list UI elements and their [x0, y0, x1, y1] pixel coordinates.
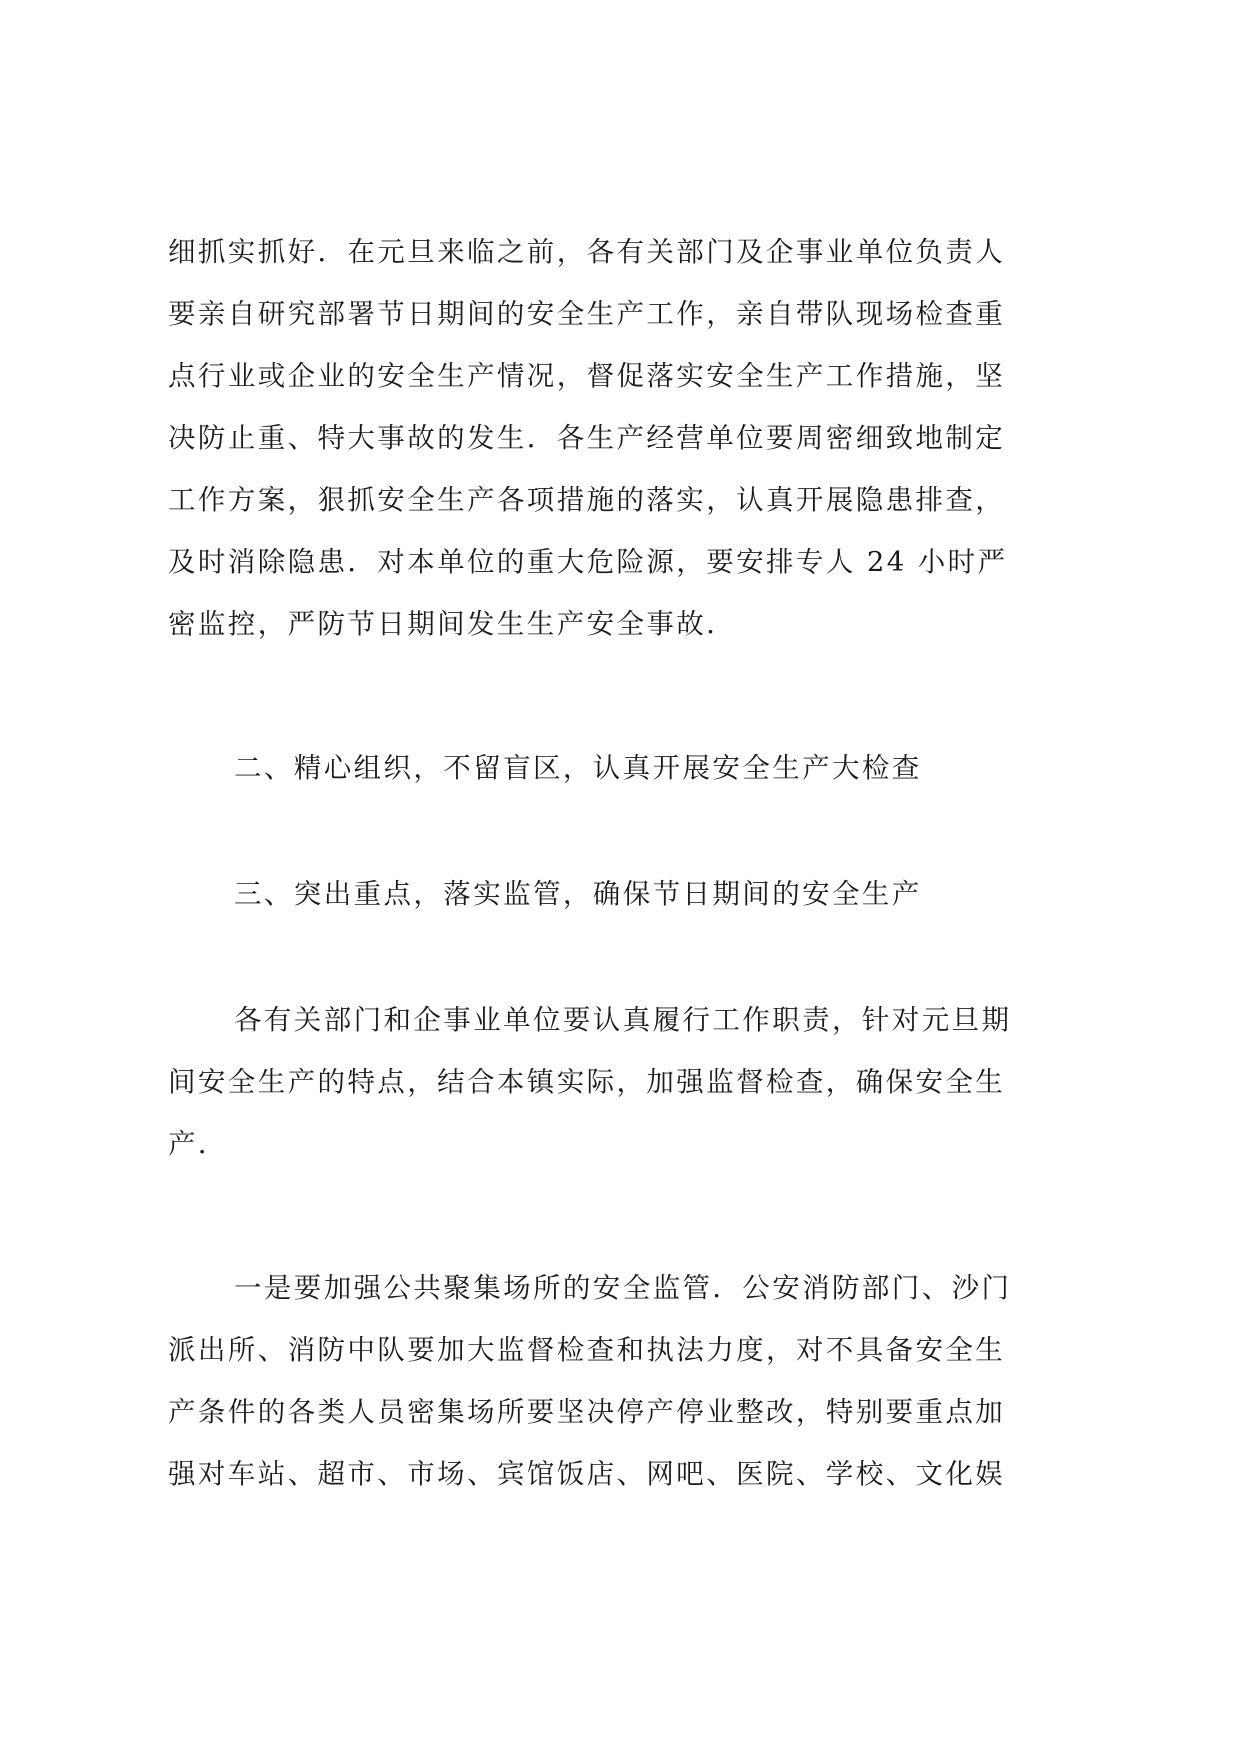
- paragraph-3-line-2: 派出所、消防中队要加大监督检查和执法力度，对不具备安全生: [168, 1334, 1006, 1366]
- section-heading-3: 三、突出重点，落实监管，确保节日期间的安全生产: [234, 878, 922, 910]
- paragraph-3-line-4: 强对车站、超市、市场、宾馆饭店、网吧、医院、学校、文化娱: [168, 1458, 1006, 1490]
- paragraph-3-line-1: 一是要加强公共聚集场所的安全监管．公安消防部门、沙门: [234, 1272, 1012, 1304]
- paragraph-1-line-1: 细抓实抓好．在元旦来临之前，各有关部门及企事业单位负责人: [168, 236, 1006, 268]
- paragraph-1-line-4: 决防止重、特大事故的发生．各生产经营单位要周密细致地制定: [168, 422, 1006, 454]
- paragraph-1-line-7: 密监控，严防节日期间发生生产安全事故．: [168, 608, 737, 640]
- paragraph-2-line-2: 间安全生产的特点，结合本镇实际，加强监督检查，确保安全生: [168, 1066, 1006, 1098]
- paragraph-1-line-5: 工作方案，狠抓安全生产各项措施的落实，认真开展隐患排查，: [168, 484, 1006, 516]
- paragraph-2-line-3: 产．: [168, 1128, 228, 1160]
- paragraph-1-line-3: 点行业或企业的安全生产情况，督促落实安全生产工作措施，坚: [168, 360, 1006, 392]
- paragraph-1-line-6: 及时消除隐患．对本单位的重大危险源，要安排专人 24 小时严: [168, 546, 1008, 578]
- paragraph-1-line-2: 要亲自研究部署节日期间的安全生产工作，亲自带队现场检查重: [168, 298, 1006, 330]
- section-heading-2: 二、精心组织，不留盲区，认真开展安全生产大检查: [234, 752, 922, 784]
- paragraph-2-line-1: 各有关部门和企事业单位要认真履行工作职责，针对元旦期: [234, 1004, 1012, 1036]
- paragraph-3-line-3: 产条件的各类人员密集场所要坚决停产停业整改，特别要重点加: [168, 1396, 1006, 1428]
